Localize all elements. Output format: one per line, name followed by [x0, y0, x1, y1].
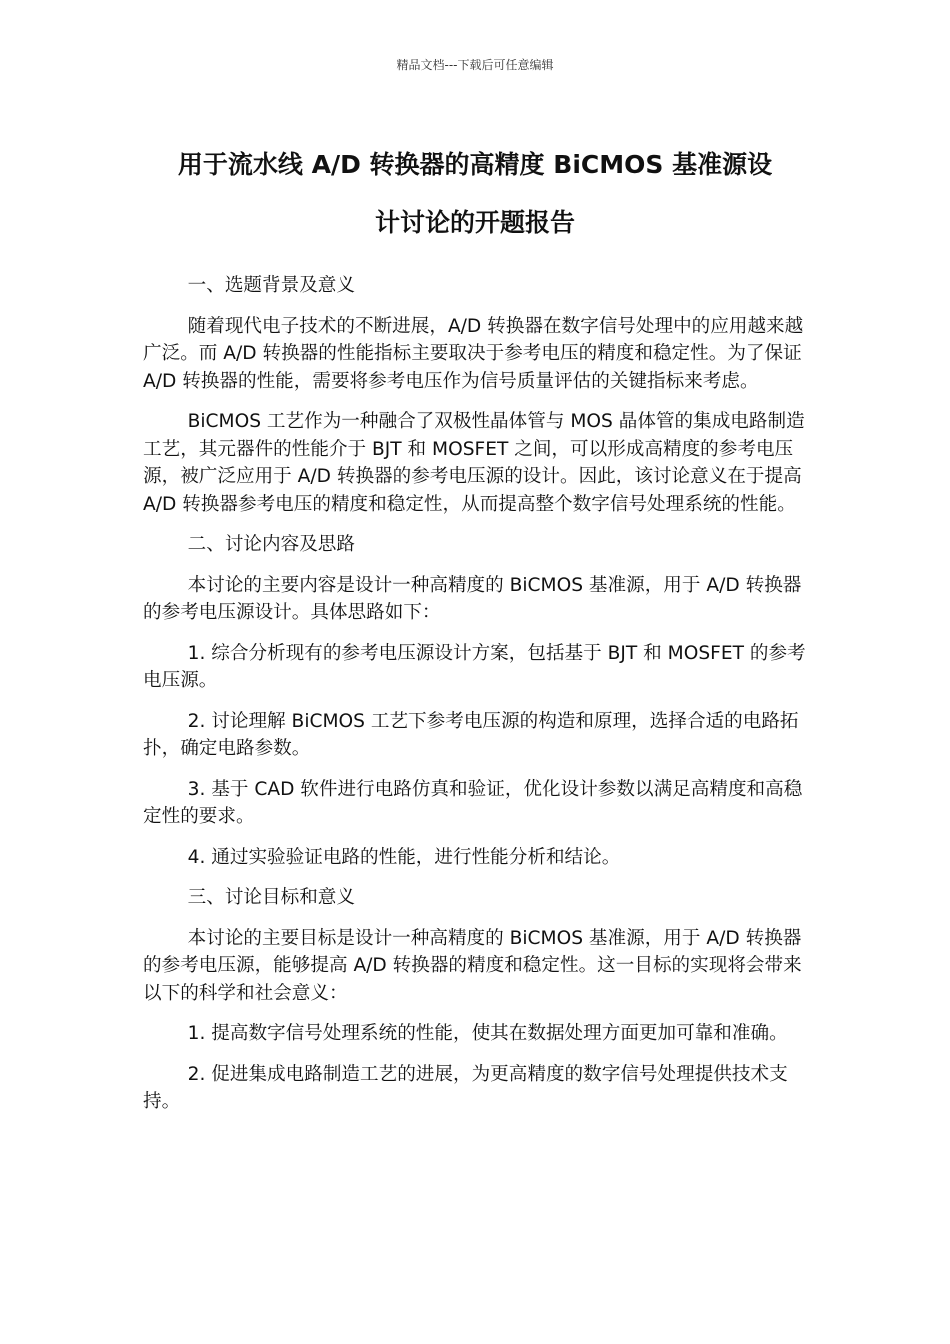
section-heading-goals: 三、讨论目标和意义 [187, 887, 355, 908]
list-item-content-3: 3. 基于 CAD 软件进行电路仿真和验证，优化设计参数以满足高精度和高稳定性的要求。 [143, 778, 803, 827]
title-line-1: 用于流水线 A/D 转换器的高精度 BiCMOS 基准源设 [177, 150, 773, 179]
document-body [143, 272, 808, 1129]
title-line-2: 计讨论的开题报告 [374, 208, 575, 237]
section-heading-content: 二、讨论内容及思路 [187, 534, 355, 555]
paragraph-content-intro: 本讨论的主要内容是设计一种高精度的 BiCMOS 基准源，用于 A/D 转换器的参考电压源设计。具体思路如下： [143, 574, 802, 623]
paragraph-goals-intro: 本讨论的主要目标是设计一种高精度的 BiCMOS 基准源，用于 A/D 转换器的参考电压源，能够提高 A/D 转换器的精度和稳定性。这一目标的实现将会带来以下的科学和社会意义： [143, 927, 802, 1004]
list-item-content-2: 2. 讨论理解 BiCMOS 工艺下参考电压源的构造和原理，选择合适的电路拓扑，确定电路参数。 [143, 710, 799, 759]
list-item-content-4: 4. 通过实验验证电路的性能，进行性能分析和结论。 [187, 846, 621, 868]
paragraph-background-1: 随着现代电子技术的不断进展，A/D 转换器在数字信号处理中的应用越来越广泛。而 A/D 转换器的性能指标主要取决于参考电压的精度和稳定性。为了保证 A/D 转换器的性能，需要将参考电压作为信号质量评估的关键指标来考虑。 [143, 315, 804, 392]
paragraph-background-2: BiCMOS 工艺作为一种融合了双极性晶体管与 MOS 晶体管的集成电路制造工艺，其元器件的性能介于 BJT 和 MOSFET 之间，可以形成高精度的参考电压源，被广泛应用于 A/D 转换器的参考电压源的设计。因此，该讨论意义在于提高 A/D 转换器参考电压的精度和稳定性，从而提高整个数字信号处理系统的性能。 [143, 411, 805, 515]
list-item-content-1: 1. 综合分析现有的参考电压源设计方案，包括基于 BJT 和 MOSFET 的参考电压源。 [143, 642, 806, 691]
section-heading-background: 一、选题背景及意义 [187, 275, 355, 296]
document-title [140, 136, 810, 252]
list-item-goals-2: 2. 促进集成电路制造工艺的进展，为更高精度的数字信号处理提供技术支持。 [143, 1063, 788, 1112]
header-note: 精品文档---下载后可任意编辑 [396, 58, 554, 72]
list-item-goals-1: 1. 提高数字信号处理系统的性能，使其在数据处理方面更加可靠和准确。 [187, 1023, 788, 1044]
